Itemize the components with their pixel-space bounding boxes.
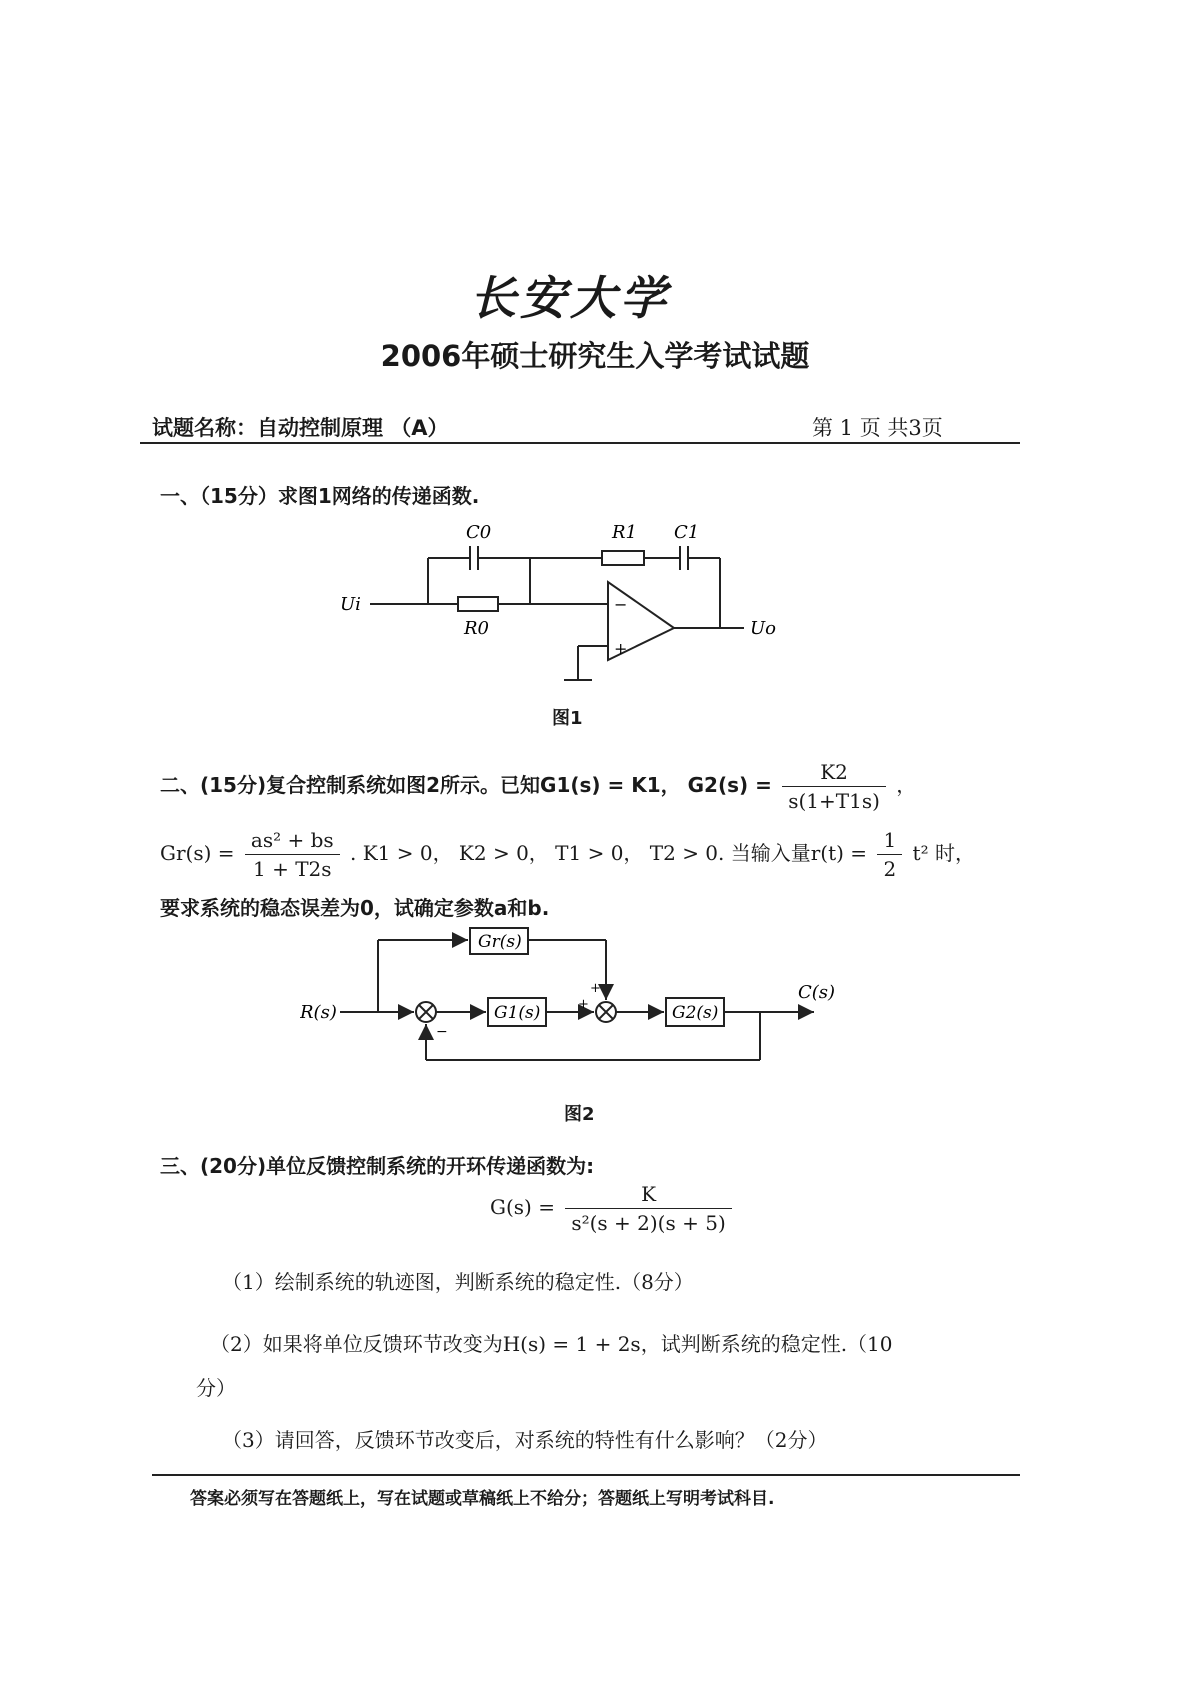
figure-2-block-diagram — [300, 920, 860, 1070]
c1-label: C1 — [674, 522, 700, 543]
opamp-minus-label: − — [614, 595, 628, 614]
page-title: 2006年硕士研究生入学考试试题 — [380, 339, 810, 373]
question-2-line-1: 二、(15分)复合控制系统如图2所示。已知G1(s) = K1， G2(s) = $\frac{K2}{s(1+T1s)}$ ， — [160, 760, 917, 813]
gr-fraction: $\frac{\text{as² + bs}}{1 + T2s}$ — [245, 828, 340, 881]
half-fraction: $\frac{1}{2}$ — [877, 828, 902, 881]
sum1-minus: − — [436, 1024, 448, 1040]
input-r-label: R(s) — [300, 1002, 337, 1023]
question-3-sub-1: （1）绘制系统的轨迹图，判断系统的稳定性.（8分） — [222, 1270, 694, 1294]
sum2-plus-left: + — [578, 997, 589, 1012]
open-loop-tf: G(s) = $\frac{K}{\text{s²(s + 2)(s + 5)}}$ — [490, 1182, 736, 1235]
c0-label: C0 — [466, 522, 492, 543]
g2-block-label: G2(s) — [672, 1003, 719, 1023]
output-c-label: C(s) — [798, 982, 836, 1003]
question-3-text: 三、(20分)单位反馈控制系统的开环传递函数为: — [160, 1154, 595, 1178]
question-3-sub-2: （2）如果将单位反馈环节改变为H(s) = 1 + 2s，试判断系统的稳定性.（10 — [210, 1332, 893, 1356]
header-divider — [140, 442, 1020, 444]
open-loop-fraction: $\frac{K}{\text{s²(s + 2)(s + 5)}}$ — [565, 1182, 731, 1235]
question-2-line-3: 要求系统的稳态误差为0，试确定参数a和b. — [160, 896, 550, 920]
figure-2-caption: 图2 — [564, 1104, 595, 1125]
question-3-sub-2-cont: 分） — [196, 1376, 236, 1400]
figure-1-caption: 图1 — [552, 708, 583, 729]
university-logo: 长安大学 — [470, 271, 670, 325]
uo-label: Uo — [750, 618, 777, 639]
gr-block-label: Gr(s) — [478, 932, 522, 952]
g1-block-label: G1(s) — [494, 1003, 541, 1023]
question-3-sub-3: （3）请回答，反馈环节改变后，对系统的特性有什么影响？（2分） — [222, 1428, 828, 1452]
sum2-plus-top: + — [590, 981, 601, 996]
opamp-plus-label: + — [614, 639, 628, 658]
footer-divider — [152, 1474, 1020, 1476]
exam-subject: 试题名称：自动控制原理 （A） — [152, 416, 449, 440]
figure-1-circuit — [340, 500, 790, 700]
question-1-text: 一、（15分）求图1网络的传递函数. — [160, 484, 480, 508]
r1-label: R1 — [612, 522, 638, 543]
g2-fraction: $\frac{K2}{s(1+T1s)}$ — [782, 760, 886, 813]
r0-label: R0 — [464, 618, 490, 639]
question-2-line-2: Gr(s) = $\frac{\text{as² + bs}}{1 + T2s}$ . K1 > 0， K2 > 0， T1 > 0， T2 > 0. 当输入量r(t) = $\frac{1}{2}$ t² 时， — [160, 828, 975, 881]
page-number: 第 1 页 共3页 — [812, 416, 943, 440]
ui-label: Ui — [340, 594, 361, 615]
footer-note: 答案必须写在答题纸上，写在试题或草稿纸上不给分；答题纸上写明考试科目. — [190, 1489, 775, 1509]
